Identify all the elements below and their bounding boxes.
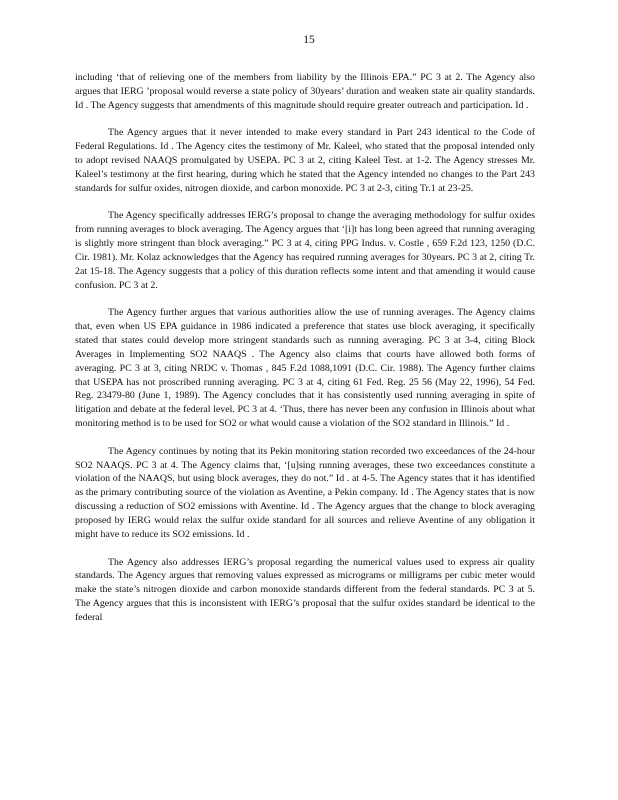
paragraph: including ‘that of relieving one of the members from liability by the Illinois EPA.” PC 3 at 2. The Agency also argues that IERG ’proposal would reverse a state policy of 30years’ duration and weaken state air quality standards. Id . The Agency suggests that amendments of this magnitude should require greater outreach and participation. Id . (75, 72, 535, 111)
paragraph: The Agency also addresses IERG’s proposal regarding the numerical values used to express air quality standards. The Agency argues that removing values expressed as micrograms or milligrams per cubic meter would make the state’s nitrogen dioxide and carbon monoxide standards different from the federal standards. PC 3 at 5. The Agency argues that this is inconsistent with IERG’s proposal that the sulfur oxides standard be identical to the federal (75, 556, 535, 623)
paragraph: The Agency argues that it never intended to make every standard in Part 243 identical to the Code of Federal Regulations. Id . The Agency cites the testimony of Mr. Kaleel, who stated that the proposal intended only to adopt revised NAAQS promulgated by USEPA. PC 3 at 2, citing Kaleel Test. at 1-2. The Agency stresses Mr. Kaleel’s testimony at the first hearing, during which he stated that the Agency intended no changes to the Part 243 standards for sulfur oxides, nitrogen dioxide, and carbon monoxide. PC 3 at 2-3, citing Tr.1 at 23-25. (75, 127, 535, 194)
page-number: 15 (303, 34, 315, 46)
paragraph: The Agency further argues that various authorities allow the use of running averages. The Agency claims that, even when US EPA guidance in 1986 indicated a preference that states use block averaging, it specifically stated that states could develop more stringent standards such as running averaging. PC 3 at 3-4, citing Block Averages in Implementing SO2 NAAQS . The Agency also claims that courts have allowed both forms of averaging. PC 3 at 3, citing NRDC v. Thomas , 845 F.2d 1088,1091 (D.C. Cir. 1988). The Agency further claims that USEPA has not proscribed running averaging. PC 3 at 4, citing 61 Fed. Reg. 25 56 (May 22, 1996), 54 Fed. Reg. 23479-80 (June 1, 1989). The Agency concludes that it has consistently used running averaging in spite of litigation and debate at the federal level. PC 3 at 4. ‘Thus, there has never been any confusion in Illinois about what monitoring method is to be used for SO2 or what would cause a violation of the SO2 standard in Illinois.” Id . (75, 307, 535, 430)
paragraph: The Agency continues by noting that its Pekin monitoring station recorded two exceedances of the 24-hour SO2 NAAQS. PC 3 at 4. The Agency claims that, ‘[u]sing running averages, these two exceedances constitute a violation of the NAAQS, but using block averages, they do not.” Id . at 4-5. The Agency states that it has identified as the primary contributing source of the violation as Aventine, a Pekin company. Id . The Agency states that is now discussing a reduction of SO2 emissions with Aventine. Id . The Agency argues that the change to block averaging proposed by IERG would relax the sulfur oxide standard for all sources and relieve Aventine of any obligation it might have to reduce its SO2 emissions. Id . (75, 445, 535, 540)
document-body (75, 71, 535, 639)
paragraph: The Agency specifically addresses IERG’s proposal to change the averaging methodology for sulfur oxides from running averages to block averaging. The Agency argues that ‘[i]t has long been agreed that running averaging is slightly more stringent than block averaging.” PC 3 at 4, citing PPG Indus. v. Costle , 659 F.2d 123, 1250 (D.C. Cir. 1981). Mr. Kolaz acknowledges that the Agency has required running averages for 30years. PC 3 at 2, citing Tr. 2at 15-18. The Agency suggests that a policy of this duration reflects some intent and that amending it would cause confusion. PC 3 at 2. (75, 210, 535, 291)
